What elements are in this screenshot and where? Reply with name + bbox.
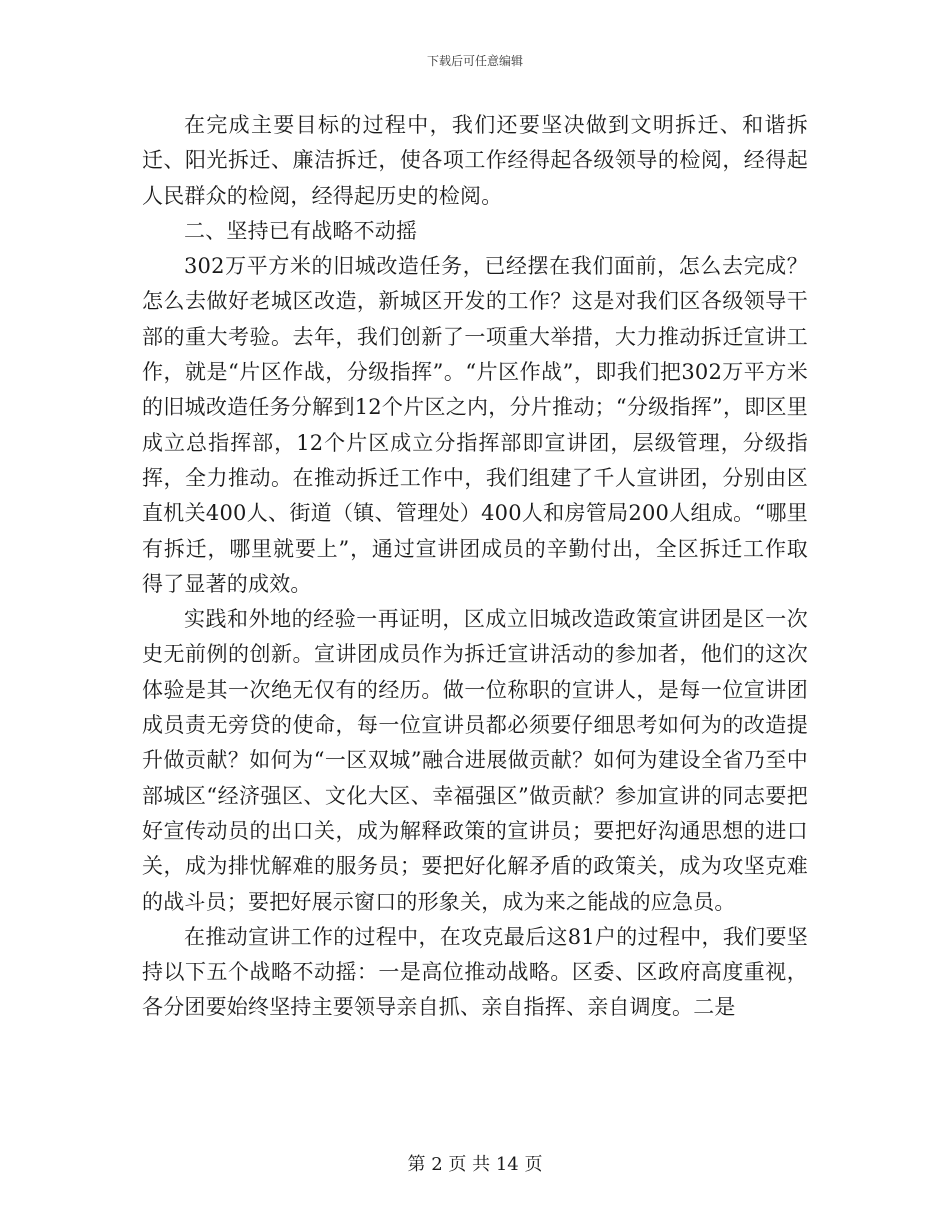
paragraph-goal: 在完成主要目标的过程中，我们还要坚决做到文明拆迁、和谐拆迁、阳光拆迁、廉洁拆迁，使各项工作经得起各级领导的检阅，经得起人民群众的检阅，经得起历史的检阅。 — [142, 113, 808, 208]
paragraph-strategy: 在推动宣讲工作的过程中，在攻克最后这81户的过程中，我们要坚持以下五个战略不动摇：一是高位推动战略。区委、区政府高度重视，各分团要始终坚持主要领导亲自抓、亲自指挥、亲自调度。二是 — [142, 924, 808, 1020]
section-heading: 二、坚持已有战略不动摇 — [184, 218, 418, 243]
document-body — [142, 108, 808, 1026]
paragraph-experience: 实践和外地的经验一再证明，区成立旧城改造政策宣讲团是区一次史无前例的创新。宣讲团成员作为拆迁宣讲活动的参加者，他们的这次体验是其一次绝无仅有的经历。做一位称职的宣讲人，是每一位宣讲团成员责无旁贷的使命，每一位宣讲员都必须要仔细思考如何为的改造提升做贡献？如何为“一区双城”融合进展做贡献？如何为建设全省乃至中部城区“经济强区、文化大区、幸福强区”做贡献？参加宣讲的同志要把好宣传动员的出口关，成为解释政策的宣讲员；要把好沟通思想的进口关，成为排忧解难的服务员；要把好化解矛盾的政策关，成为攻坚克难的战斗员；要把好展示窗口的形象关，成为来之能战的应急员。 — [142, 607, 808, 914]
page-number: 第 2 页 共 14 页 — [407, 1154, 543, 1175]
paragraph-task: 302万平方米的旧城改造任务，已经摆在我们面前，怎么去完成？怎么去做好老城区改造，新城区开发的工作？这是对我们区各级领导干部的重大考验。去年，我们创新了一项重大举措，大力推动拆迁宣讲工作，就是“片区作战，分级指挥”。“片区作战”，即我们把302万平方米的旧城改造任务分解到12个片区之内，分片推动；“分级指挥”，即区里成立总指挥部，12个片区成立分指挥部即宣讲团，层级管理，分级指挥，全力推动。在推动拆迁工作中，我们组建了千人宣讲团，分别由区直机关400人、街道（镇、管理处）400人和房管局200人组成。“哪里有拆迁，哪里就要上”，通过宣讲团成员的辛勤付出，全区拆迁工作取得了显著的成效。 — [142, 254, 808, 596]
page-header-note: 下载后可任意编辑 — [426, 54, 523, 68]
